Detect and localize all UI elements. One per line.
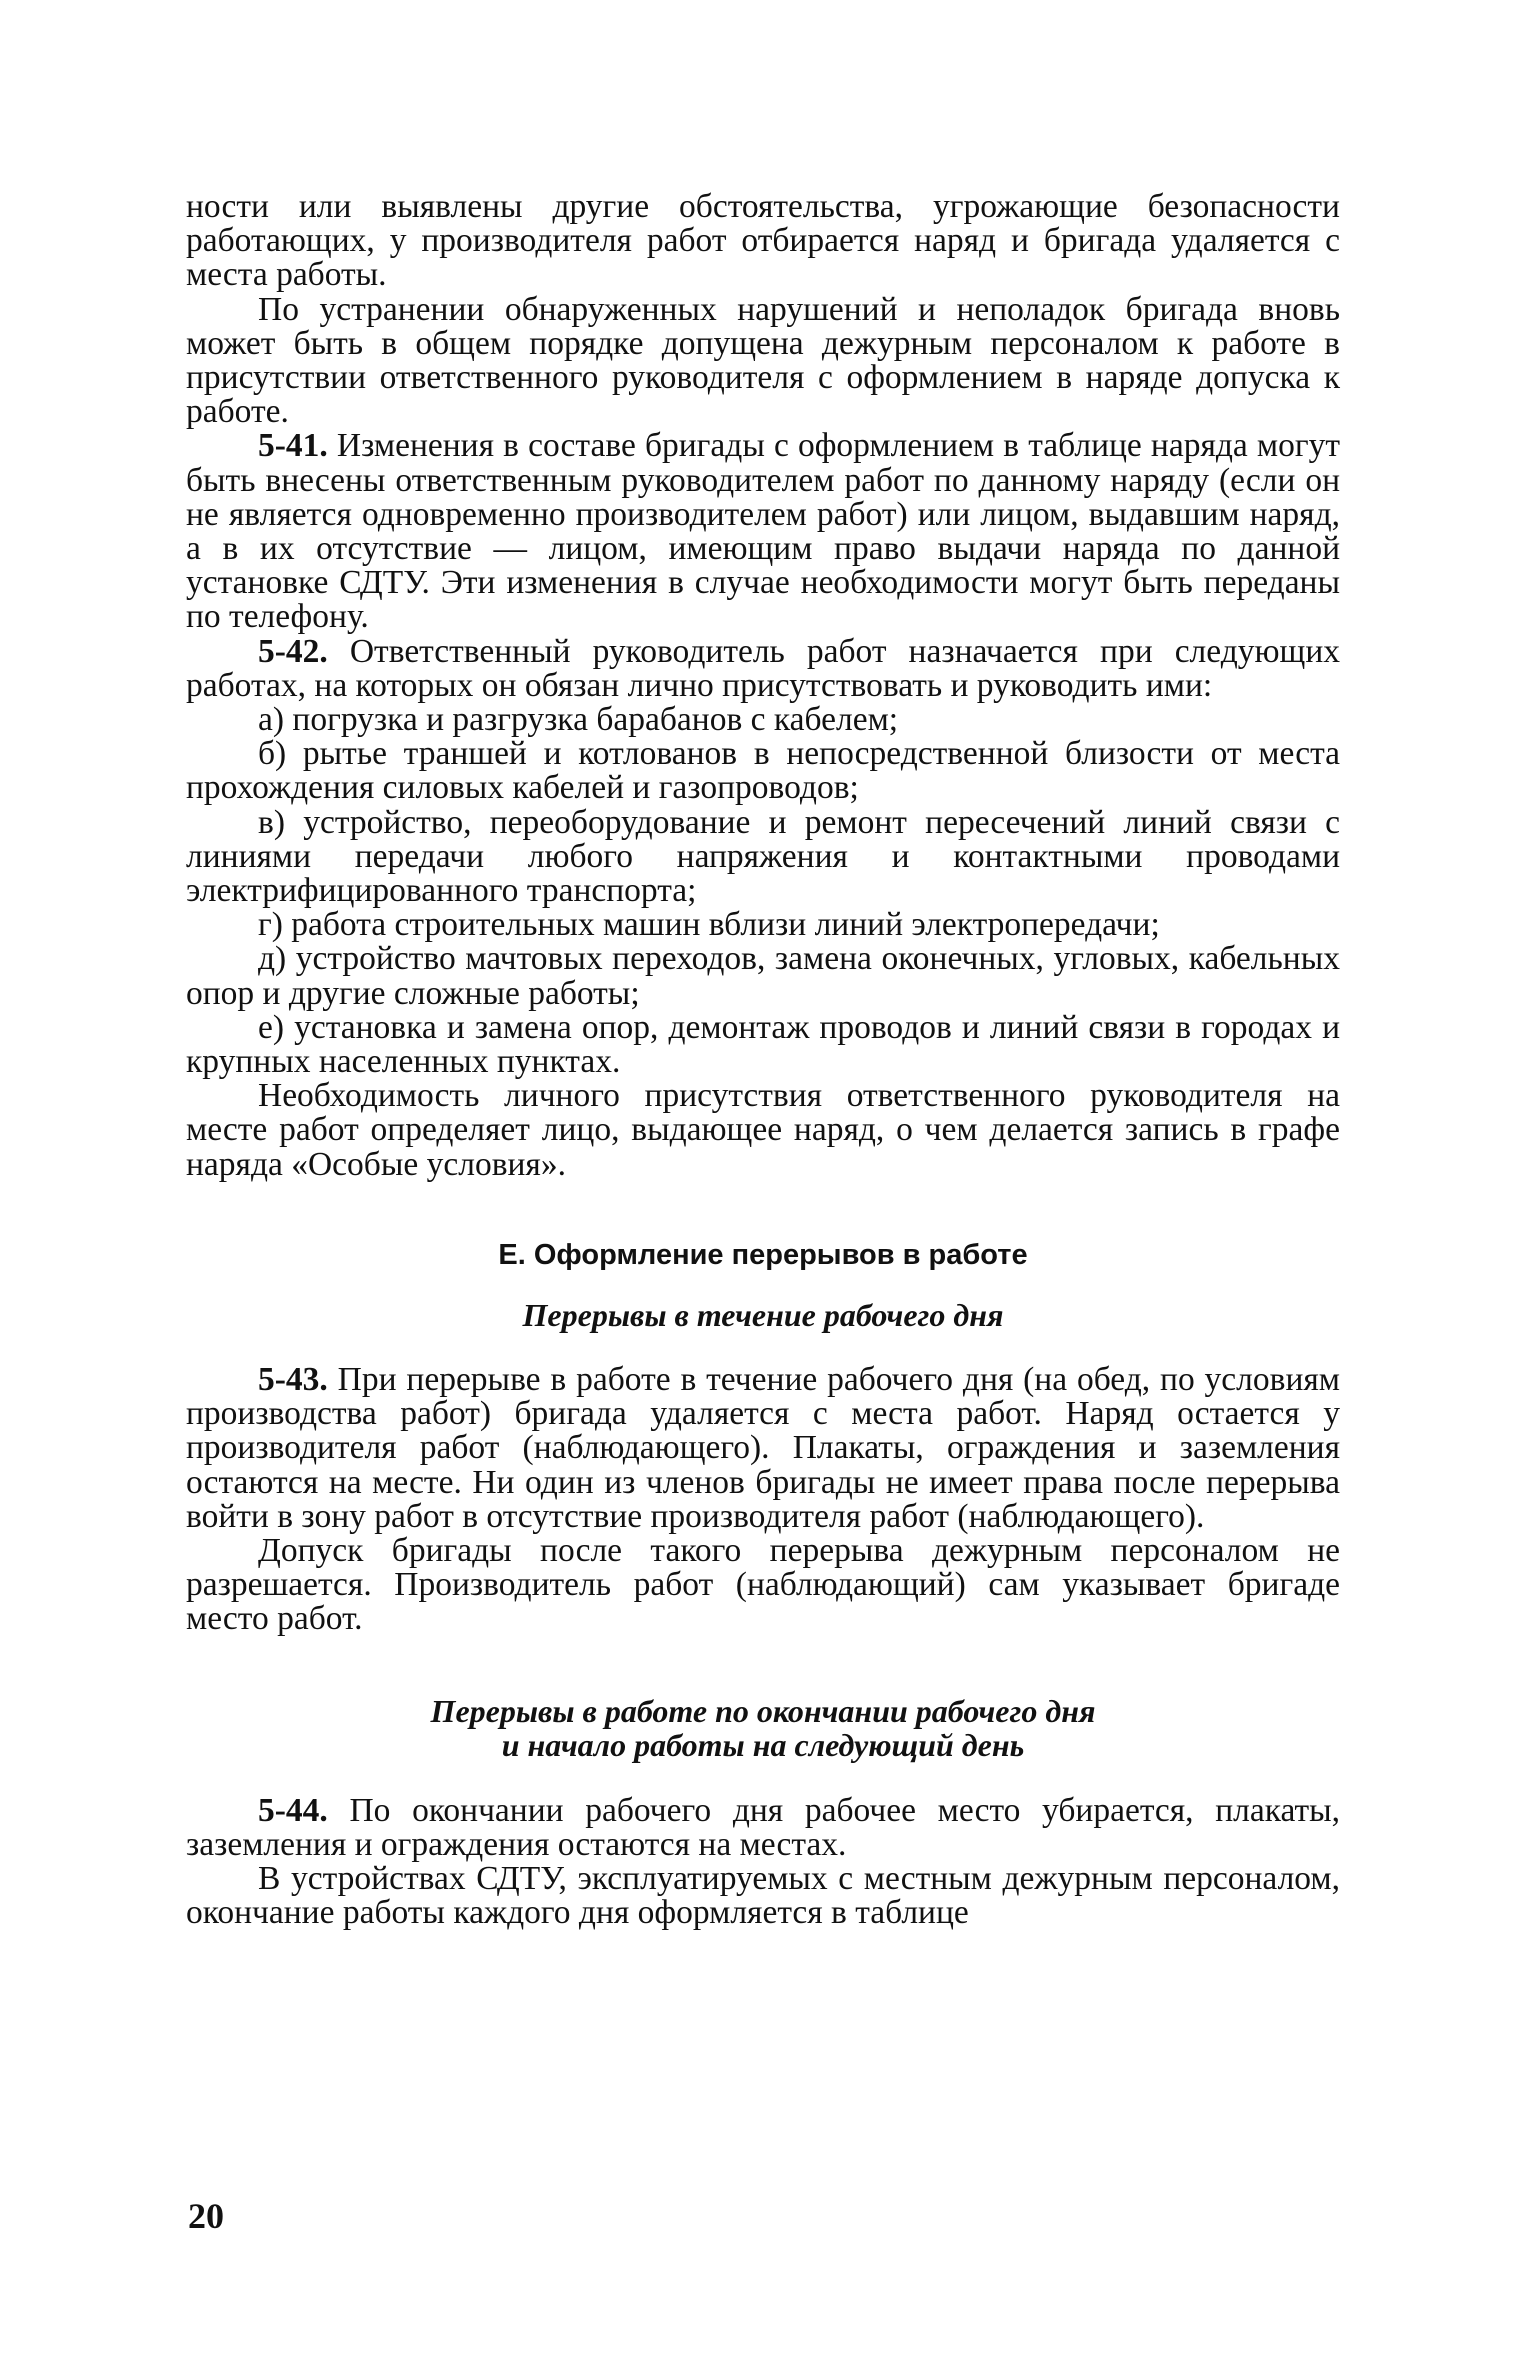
paragraph-readmission: По устранении обнаруженных нарушений и неполадок бригада вновь может быть в общем порядке допущена дежурным персоналом к работе в присутствии ответственного руководителя с оформлением в наряде допуска к работе. [186,290,1340,431]
clause-number: 5-43. [258,1360,328,1398]
subsection-title-end-of-day [186,1694,1340,1762]
section-title: Е. Оформление перерывов в работе [498,1238,1028,1271]
list-item-a: а) погрузка и разгрузка барабанов с кабелем; [258,701,899,739]
clause-number: 5-41. [258,427,328,465]
paragraph-5-41 [186,429,1340,634]
list-item-e: е) установка и замена опор, демонтаж проводов и линий связи в городах и крупных населенных пунктах. [186,1008,1340,1081]
page-number: 20 [188,2196,224,2236]
paragraph-5-42 [186,632,1341,704]
clause-number: 5-42. [258,632,328,670]
clause-text: При перерыве в работе в течение рабочего дня (на обед, по условиям производства работ) бригада удаляется с места работ. Наряд остается у производителя работ (наблюдающего). Плакаты, ограждения и заземления остаются на месте. Ни один из членов бригады не имеет права после перерыва войти в зону работ в отсутствие производителя работ (наблюдающего). [186,1360,1341,1535]
paragraph-admission: Допуск бригады после такого перерыва дежурным персоналом не разрешается. Производитель работ (наблюдающий) сам указывает бригаде место работ. [186,1531,1340,1638]
clause-text: По окончании рабочего дня рабочее место убирается, плакаты, заземления и ограждения остаются на местах. [186,1791,1341,1863]
paragraph-5-44 [186,1791,1341,1863]
list-item-g: г) работа строительных машин вблизи линий электропередачи; [258,906,1160,944]
paragraph-sdtu: В устройствах СДТУ, эксплуатируемых с местным дежурным персоналом, окончание работы каждого дня оформляется в таблице [186,1859,1340,1932]
page-body [186,190,1340,1930]
list-item-b: б) рытье траншей и котлованов в непосредственной близости от места прохождения силовых кабелей и газопроводов; [186,735,1340,807]
subsection-title-breaks-during-day: Перерывы в течение рабочего дня [522,1296,1004,1333]
clause-text: Изменения в составе бригады с оформлением в таблице наряда могут быть внесены ответственным руководителем работ по данному наряду (если он не является одновременно производителем работ) или лицом, выдавшим наряд, а в их отсутствие — лицом, имеющим право выдачи наряда по данной установке СДТУ. Эти изменения в случае необходимости могут быть переданы по телефону. [186,427,1341,636]
subsection-title-line: Перерывы в работе по окончании рабочего дня [430,1692,1096,1729]
paragraph-continued: ности или выявлены другие обстоятельства, угрожающие безопасности работающих, у производителя работ отбирается наряд и бригада удаляется с места работы. [186,188,1340,294]
clause-number: 5-44. [258,1791,328,1829]
clause-text: Ответственный руководитель работ назначается при следующих работах, на которых он обязан лично присутствовать и руководить ими: [186,632,1341,704]
list-item-v: в) устройство, переоборудование и ремонт пересечений линий связи с линиями передачи любого напряжения и контактными проводами электрифицированного транспорта; [186,803,1340,910]
list-item-d: д) устройство мачтовых переходов, замена оконечных, угловых, кабельных опор и другие сложные работы; [186,940,1340,1012]
paragraph-presence: Необходимость личного присутствия ответственного руководителя на месте работ определяет лицо, выдающее наряд, о чем делается запись в графе наряда «Особые условия». [186,1077,1340,1183]
subsection-title-line: и начало работы на следующий день [501,1726,1025,1763]
paragraph-5-43 [186,1360,1341,1535]
